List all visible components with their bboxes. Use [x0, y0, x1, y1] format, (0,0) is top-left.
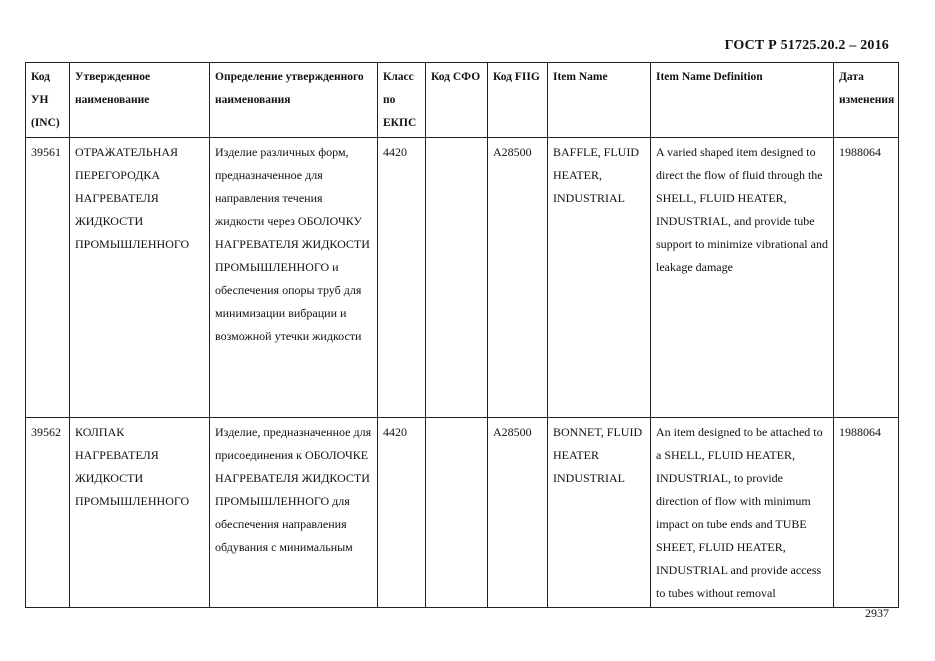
table-header-row — [26, 63, 899, 138]
cell-item-name-definition: A varied shaped item designed to direct the flow of fluid through the SHELL, FLUID HEATER, INDUSTRIAL, and provide tube support to minimize vibrational and leakage damage — [651, 138, 834, 418]
header-definition: Определение утвержденного наименования — [210, 63, 378, 138]
cell-definition: Изделие, предназначенное для присоединения к ОБОЛОЧКЕ НАГРЕВАТЕЛЯ ЖИДКОСТИ ПРОМЫШЛЕННОГО для обеспечения направления обдувания с минимальным — [210, 418, 378, 608]
header-class-ekps: Класс по ЕКПС — [378, 63, 426, 138]
cell-date-changed: 1988064 — [834, 138, 899, 418]
page-number: 2937 — [865, 606, 889, 620]
header-date-changed: Дата изменения — [834, 63, 899, 138]
header-approved-name: Утвержденное наименование — [70, 63, 210, 138]
cell-date-changed: 1988064 — [834, 418, 899, 608]
cell-class-ekps: 4420 — [378, 138, 426, 418]
cell-item-name: BAFFLE, FLUID HEATER, INDUSTRIAL — [548, 138, 651, 418]
table-row — [26, 418, 899, 608]
header-code-fiig: Код FIIG — [488, 63, 548, 138]
cell-definition: Изделие различных форм, предназначенное для направления течения жидкости через ОБОЛОЧКУ НАГРЕВАТЕЛЯ ЖИДКОСТИ ПРОМЫШЛЕННОГО и обеспечения опоры труб для минимизации вибрации и возможной утечки жидкости — [210, 138, 378, 418]
cell-code-fiig: A28500 — [488, 418, 548, 608]
cell-item-name-definition: An item designed to be attached to a SHELL, FLUID HEATER, INDUSTRIAL, to provide direction of flow with minimum impact on tube ends and TUBE SHEET, FLUID HEATER, INDUSTRIAL and provide access to tubes without removal — [651, 418, 834, 608]
cell-code-un: 39562 — [26, 418, 70, 608]
cell-code-sfo — [426, 138, 488, 418]
cell-approved-name: КОЛПАК НАГРЕВАТЕЛЯ ЖИДКОСТИ ПРОМЫШЛЕННОГО — [70, 418, 210, 608]
cell-approved-name: ОТРАЖАТЕЛЬНАЯ ПЕРЕГОРОДКА НАГРЕВАТЕЛЯ ЖИДКОСТИ ПРОМЫШЛЕННОГО — [70, 138, 210, 418]
table-row — [26, 138, 899, 418]
header-code-sfo: Код СФО — [426, 63, 488, 138]
cell-class-ekps: 4420 — [378, 418, 426, 608]
cell-code-sfo — [426, 418, 488, 608]
header-code-un: Код УН (INC) — [26, 63, 70, 138]
header-item-name-definition: Item Name Definition — [651, 63, 834, 138]
cell-code-un: 39561 — [26, 138, 70, 418]
header-item-name: Item Name — [548, 63, 651, 138]
cell-code-fiig: A28500 — [488, 138, 548, 418]
classification-table — [25, 62, 899, 608]
document-standard-header: ГОСТ Р 51725.20.2 – 2016 — [724, 38, 889, 53]
cell-item-name: BONNET, FLUID HEATER INDUSTRIAL — [548, 418, 651, 608]
